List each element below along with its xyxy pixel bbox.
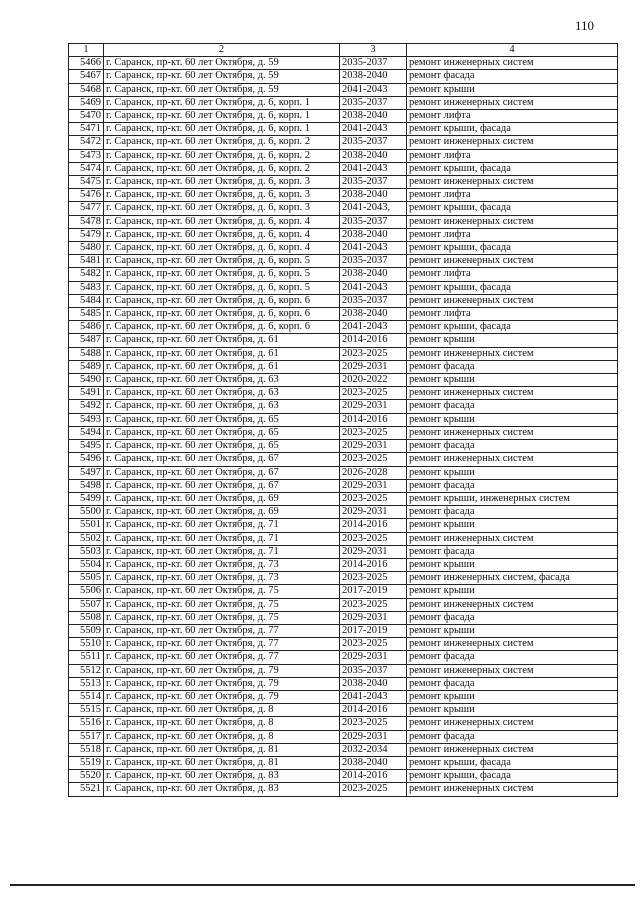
column-header-address: 2 — [104, 44, 340, 57]
address-cell: г. Саранск, пр-кт. 60 лет Октября, д. 81 — [104, 743, 340, 756]
row-number-cell: 5520 — [69, 770, 104, 783]
row-number-cell: 5515 — [69, 704, 104, 717]
table-row — [69, 532, 618, 545]
period-cell: 2041-2043 — [340, 321, 407, 334]
footer-divider — [10, 884, 635, 886]
period-cell: 2014-2016 — [340, 519, 407, 532]
work-type-cell: ремонт инженерных систем — [407, 598, 618, 611]
table-row — [69, 57, 618, 70]
table-row — [69, 770, 618, 783]
period-cell: 2023-2025 — [340, 453, 407, 466]
table-row — [69, 374, 618, 387]
address-cell: г. Саранск, пр-кт. 60 лет Октября, д. 83 — [104, 770, 340, 783]
table-row — [69, 545, 618, 558]
work-type-cell: ремонт инженерных систем — [407, 532, 618, 545]
row-number-cell: 5489 — [69, 360, 104, 373]
period-cell: 2038-2040 — [340, 149, 407, 162]
address-cell: г. Саранск, пр-кт. 60 лет Октября, д. 79 — [104, 677, 340, 690]
table-row — [69, 334, 618, 347]
row-number-cell: 5508 — [69, 611, 104, 624]
period-cell: 2017-2019 — [340, 585, 407, 598]
row-number-cell: 5480 — [69, 242, 104, 255]
period-cell: 2023-2025 — [340, 783, 407, 796]
address-cell: г. Саранск, пр-кт. 60 лет Октября, д. 67 — [104, 479, 340, 492]
address-cell: г. Саранск, пр-кт. 60 лет Октября, д. 6, корп. 1 — [104, 123, 340, 136]
period-cell: 2020-2022 — [340, 374, 407, 387]
table-row — [69, 321, 618, 334]
address-cell: г. Саранск, пр-кт. 60 лет Октября, д. 63 — [104, 400, 340, 413]
row-number-cell: 5494 — [69, 426, 104, 439]
row-number-cell: 5473 — [69, 149, 104, 162]
row-number-cell: 5475 — [69, 176, 104, 189]
table-body — [69, 57, 618, 796]
work-type-cell: ремонт инженерных систем — [407, 176, 618, 189]
row-number-cell: 5512 — [69, 664, 104, 677]
period-cell: 2035-2037 — [340, 255, 407, 268]
address-cell: г. Саранск, пр-кт. 60 лет Октября, д. 6, корп. 2 — [104, 136, 340, 149]
period-cell: 2023-2025 — [340, 492, 407, 505]
address-cell: г. Саранск, пр-кт. 60 лет Октября, д. 6, корп. 4 — [104, 215, 340, 228]
row-number-cell: 5482 — [69, 268, 104, 281]
period-cell: 2029-2031 — [340, 730, 407, 743]
period-cell: 2038-2040 — [340, 308, 407, 321]
address-cell: г. Саранск, пр-кт. 60 лет Октября, д. 67 — [104, 466, 340, 479]
work-type-cell: ремонт крыши — [407, 519, 618, 532]
period-cell: 2041-2043 — [340, 123, 407, 136]
table-row — [69, 717, 618, 730]
table-row — [69, 704, 618, 717]
address-cell: г. Саранск, пр-кт. 60 лет Октября, д. 65 — [104, 426, 340, 439]
period-cell: 2029-2031 — [340, 400, 407, 413]
table-row — [69, 268, 618, 281]
work-type-cell: ремонт инженерных систем — [407, 347, 618, 360]
row-number-cell: 5491 — [69, 387, 104, 400]
address-cell: г. Саранск, пр-кт. 60 лет Октября, д. 6, корп. 6 — [104, 294, 340, 307]
work-type-cell: ремонт инженерных систем — [407, 255, 618, 268]
period-cell: 2029-2031 — [340, 479, 407, 492]
row-number-cell: 5511 — [69, 651, 104, 664]
table-row — [69, 215, 618, 228]
table-row — [69, 440, 618, 453]
work-type-cell: ремонт крыши — [407, 704, 618, 717]
period-cell: 2023-2025 — [340, 598, 407, 611]
work-type-cell: ремонт лифта — [407, 308, 618, 321]
work-type-cell: ремонт крыши, фасада — [407, 756, 618, 769]
address-cell: г. Саранск, пр-кт. 60 лет Октября, д. 63 — [104, 374, 340, 387]
period-cell: 2041-2043 — [340, 242, 407, 255]
period-cell: 2041-2043, — [340, 202, 407, 215]
period-cell: 2023-2025 — [340, 638, 407, 651]
address-cell: г. Саранск, пр-кт. 60 лет Октября, д. 75 — [104, 585, 340, 598]
row-number-cell: 5504 — [69, 558, 104, 571]
work-type-cell: ремонт крыши — [407, 413, 618, 426]
work-type-cell: ремонт фасада — [407, 440, 618, 453]
address-cell: г. Саранск, пр-кт. 60 лет Октября, д. 77 — [104, 651, 340, 664]
table-row — [69, 611, 618, 624]
period-cell: 2038-2040 — [340, 268, 407, 281]
period-cell: 2014-2016 — [340, 413, 407, 426]
row-number-cell: 5469 — [69, 96, 104, 109]
period-cell: 2023-2025 — [340, 717, 407, 730]
period-cell: 2023-2025 — [340, 347, 407, 360]
period-cell: 2014-2016 — [340, 770, 407, 783]
row-number-cell: 5472 — [69, 136, 104, 149]
table-row — [69, 598, 618, 611]
table-row — [69, 492, 618, 505]
period-cell: 2029-2031 — [340, 360, 407, 373]
work-type-cell: ремонт фасада — [407, 611, 618, 624]
work-type-cell: ремонт инженерных систем — [407, 426, 618, 439]
row-number-cell: 5490 — [69, 374, 104, 387]
period-cell: 2029-2031 — [340, 611, 407, 624]
work-type-cell: ремонт лифта — [407, 149, 618, 162]
work-type-cell: ремонт фасада — [407, 400, 618, 413]
work-type-cell: ремонт крыши — [407, 690, 618, 703]
address-cell: г. Саранск, пр-кт. 60 лет Октября, д. 71 — [104, 519, 340, 532]
page-number: 110 — [575, 18, 595, 33]
row-number-cell: 5502 — [69, 532, 104, 545]
address-cell: г. Саранск, пр-кт. 60 лет Октября, д. 6, корп. 4 — [104, 228, 340, 241]
table-row — [69, 479, 618, 492]
address-cell: г. Саранск, пр-кт. 60 лет Октября, д. 6, корп. 5 — [104, 255, 340, 268]
period-cell: 2038-2040 — [340, 677, 407, 690]
row-number-cell: 5477 — [69, 202, 104, 215]
row-number-cell: 5506 — [69, 585, 104, 598]
work-type-cell: ремонт инженерных систем — [407, 638, 618, 651]
table-row — [69, 281, 618, 294]
row-number-cell: 5496 — [69, 453, 104, 466]
table-row — [69, 519, 618, 532]
work-type-cell: ремонт крыши — [407, 374, 618, 387]
row-number-cell: 5516 — [69, 717, 104, 730]
address-cell: г. Саранск, пр-кт. 60 лет Октября, д. 77 — [104, 638, 340, 651]
row-number-cell: 5471 — [69, 123, 104, 136]
row-number-cell: 5487 — [69, 334, 104, 347]
period-cell: 2017-2019 — [340, 624, 407, 637]
period-cell: 2038-2040 — [340, 228, 407, 241]
work-type-cell: ремонт крыши — [407, 558, 618, 571]
table-row — [69, 651, 618, 664]
table-row — [69, 690, 618, 703]
period-cell: 2038-2040 — [340, 189, 407, 202]
work-type-cell: ремонт крыши, инженерных систем — [407, 492, 618, 505]
address-cell: г. Саранск, пр-кт. 60 лет Октября, д. 6, корп. 5 — [104, 268, 340, 281]
address-cell: г. Саранск, пр-кт. 60 лет Октября, д. 61 — [104, 334, 340, 347]
table-row — [69, 347, 618, 360]
work-type-cell: ремонт крыши, фасада — [407, 321, 618, 334]
address-cell: г. Саранск, пр-кт. 60 лет Октября, д. 8 — [104, 704, 340, 717]
table-row — [69, 294, 618, 307]
table-row — [69, 453, 618, 466]
address-cell: г. Саранск, пр-кт. 60 лет Октября, д. 63 — [104, 387, 340, 400]
column-header-period: 3 — [340, 44, 407, 57]
column-header-number: 1 — [69, 44, 104, 57]
row-number-cell: 5492 — [69, 400, 104, 413]
row-number-cell: 5468 — [69, 83, 104, 96]
address-cell: г. Саранск, пр-кт. 60 лет Октября, д. 6, корп. 6 — [104, 308, 340, 321]
row-number-cell: 5505 — [69, 572, 104, 585]
work-type-cell: ремонт инженерных систем — [407, 453, 618, 466]
address-cell: г. Саранск, пр-кт. 60 лет Октября, д. 6, корп. 3 — [104, 189, 340, 202]
period-cell: 2035-2037 — [340, 664, 407, 677]
address-cell: г. Саранск, пр-кт. 60 лет Октября, д. 59 — [104, 70, 340, 83]
work-type-cell: ремонт инженерных систем — [407, 294, 618, 307]
period-cell: 2029-2031 — [340, 506, 407, 519]
work-type-cell: ремонт инженерных систем — [407, 664, 618, 677]
row-number-cell: 5483 — [69, 281, 104, 294]
work-type-cell: ремонт инженерных систем — [407, 387, 618, 400]
table-row — [69, 162, 618, 175]
period-cell: 2035-2037 — [340, 215, 407, 228]
row-number-cell: 5493 — [69, 413, 104, 426]
row-number-cell: 5499 — [69, 492, 104, 505]
table-row — [69, 664, 618, 677]
table-row — [69, 426, 618, 439]
table-row — [69, 677, 618, 690]
work-type-cell: ремонт инженерных систем — [407, 57, 618, 70]
address-cell: г. Саранск, пр-кт. 60 лет Октября, д. 79 — [104, 664, 340, 677]
row-number-cell: 5501 — [69, 519, 104, 532]
table-row — [69, 83, 618, 96]
address-cell: г. Саранск, пр-кт. 60 лет Октября, д. 8 — [104, 730, 340, 743]
address-cell: г. Саранск, пр-кт. 60 лет Октября, д. 59 — [104, 83, 340, 96]
work-type-cell: ремонт фасада — [407, 730, 618, 743]
period-cell: 2041-2043 — [340, 162, 407, 175]
table-row — [69, 400, 618, 413]
work-type-cell: ремонт лифта — [407, 268, 618, 281]
address-cell: г. Саранск, пр-кт. 60 лет Октября, д. 75 — [104, 598, 340, 611]
period-cell: 2041-2043 — [340, 83, 407, 96]
row-number-cell: 5484 — [69, 294, 104, 307]
period-cell: 2038-2040 — [340, 70, 407, 83]
address-cell: г. Саранск, пр-кт. 60 лет Октября, д. 65 — [104, 440, 340, 453]
row-number-cell: 5518 — [69, 743, 104, 756]
address-cell: г. Саранск, пр-кт. 60 лет Октября, д. 69 — [104, 492, 340, 505]
table-row — [69, 149, 618, 162]
row-number-cell: 5498 — [69, 479, 104, 492]
work-type-cell: ремонт фасада — [407, 360, 618, 373]
table-row — [69, 572, 618, 585]
address-cell: г. Саранск, пр-кт. 60 лет Октября, д. 71 — [104, 545, 340, 558]
row-number-cell: 5521 — [69, 783, 104, 796]
row-number-cell: 5466 — [69, 57, 104, 70]
period-cell: 2023-2025 — [340, 532, 407, 545]
row-number-cell: 5467 — [69, 70, 104, 83]
work-type-cell: ремонт лифта — [407, 189, 618, 202]
address-cell: г. Саранск, пр-кт. 60 лет Октября, д. 6, корп. 3 — [104, 202, 340, 215]
work-type-cell: ремонт инженерных систем — [407, 743, 618, 756]
work-type-cell: ремонт фасада — [407, 651, 618, 664]
table-row — [69, 123, 618, 136]
work-type-cell: ремонт крыши, фасада — [407, 162, 618, 175]
row-number-cell: 5476 — [69, 189, 104, 202]
address-cell: г. Саранск, пр-кт. 60 лет Октября, д. 6, корп. 5 — [104, 281, 340, 294]
table-row — [69, 360, 618, 373]
work-type-cell: ремонт фасада — [407, 70, 618, 83]
address-cell: г. Саранск, пр-кт. 60 лет Октября, д. 6, корп. 4 — [104, 242, 340, 255]
period-cell: 2035-2037 — [340, 96, 407, 109]
table-row — [69, 189, 618, 202]
address-cell: г. Саранск, пр-кт. 60 лет Октября, д. 6, корп. 2 — [104, 162, 340, 175]
work-type-cell: ремонт фасада — [407, 677, 618, 690]
work-type-cell: ремонт крыши, фасада — [407, 123, 618, 136]
work-type-cell: ремонт фасада — [407, 545, 618, 558]
address-cell: г. Саранск, пр-кт. 60 лет Октября, д. 6, корп. 6 — [104, 321, 340, 334]
period-cell: 2014-2016 — [340, 334, 407, 347]
work-type-cell: ремонт инженерных систем — [407, 717, 618, 730]
table-row — [69, 638, 618, 651]
row-number-cell: 5507 — [69, 598, 104, 611]
row-number-cell: 5514 — [69, 690, 104, 703]
table-row — [69, 624, 618, 637]
table-row — [69, 136, 618, 149]
row-number-cell: 5510 — [69, 638, 104, 651]
work-type-cell: ремонт фасада — [407, 506, 618, 519]
row-number-cell: 5474 — [69, 162, 104, 175]
row-number-cell: 5486 — [69, 321, 104, 334]
period-cell: 2035-2037 — [340, 57, 407, 70]
address-cell: г. Саранск, пр-кт. 60 лет Октября, д. 6, корп. 1 — [104, 96, 340, 109]
work-type-cell: ремонт крыши, фасада — [407, 770, 618, 783]
work-type-cell: ремонт фасада — [407, 479, 618, 492]
address-cell: г. Саранск, пр-кт. 60 лет Октября, д. 73 — [104, 572, 340, 585]
table-row — [69, 96, 618, 109]
table-row — [69, 413, 618, 426]
table-row — [69, 110, 618, 123]
table-row — [69, 783, 618, 796]
address-cell: г. Саранск, пр-кт. 60 лет Октября, д. 6, корп. 1 — [104, 110, 340, 123]
period-cell: 2014-2016 — [340, 558, 407, 571]
work-type-cell: ремонт лифта — [407, 228, 618, 241]
address-cell: г. Саранск, пр-кт. 60 лет Октября, д. 69 — [104, 506, 340, 519]
work-type-cell: ремонт крыши — [407, 466, 618, 479]
table-row — [69, 558, 618, 571]
row-number-cell: 5503 — [69, 545, 104, 558]
table-row — [69, 202, 618, 215]
address-cell: г. Саранск, пр-кт. 60 лет Октября, д. 6, корп. 3 — [104, 176, 340, 189]
address-cell: г. Саранск, пр-кт. 60 лет Октября, д. 79 — [104, 690, 340, 703]
row-number-cell: 5517 — [69, 730, 104, 743]
address-cell: г. Саранск, пр-кт. 60 лет Октября, д. 67 — [104, 453, 340, 466]
period-cell: 2035-2037 — [340, 136, 407, 149]
address-cell: г. Саранск, пр-кт. 60 лет Октября, д. 83 — [104, 783, 340, 796]
period-cell: 2023-2025 — [340, 426, 407, 439]
row-number-cell: 5478 — [69, 215, 104, 228]
table-row — [69, 228, 618, 241]
table-row — [69, 387, 618, 400]
address-cell: г. Саранск, пр-кт. 60 лет Октября, д. 71 — [104, 532, 340, 545]
work-type-cell: ремонт инженерных систем — [407, 96, 618, 109]
address-cell: г. Саранск, пр-кт. 60 лет Октября, д. 75 — [104, 611, 340, 624]
row-number-cell: 5479 — [69, 228, 104, 241]
row-number-cell: 5509 — [69, 624, 104, 637]
work-type-cell: ремонт крыши — [407, 624, 618, 637]
work-type-cell: ремонт инженерных систем — [407, 136, 618, 149]
work-type-cell: ремонт крыши, фасада — [407, 242, 618, 255]
work-type-cell: ремонт крыши — [407, 585, 618, 598]
work-type-cell: ремонт крыши, фасада — [407, 202, 618, 215]
address-cell: г. Саранск, пр-кт. 60 лет Октября, д. 61 — [104, 347, 340, 360]
table-row — [69, 176, 618, 189]
address-cell: г. Саранск, пр-кт. 60 лет Октября, д. 8 — [104, 717, 340, 730]
table-row — [69, 255, 618, 268]
row-number-cell: 5488 — [69, 347, 104, 360]
work-type-cell: ремонт инженерных систем — [407, 783, 618, 796]
address-cell: г. Саранск, пр-кт. 60 лет Октября, д. 81 — [104, 756, 340, 769]
table-row — [69, 308, 618, 321]
column-header-work-type: 4 — [407, 44, 618, 57]
row-number-cell: 5519 — [69, 756, 104, 769]
work-type-cell: ремонт инженерных систем, фасада — [407, 572, 618, 585]
work-type-cell: ремонт крыши, фасада — [407, 281, 618, 294]
work-type-cell: ремонт крыши — [407, 83, 618, 96]
period-cell: 2038-2040 — [340, 110, 407, 123]
period-cell: 2035-2037 — [340, 294, 407, 307]
row-number-cell: 5500 — [69, 506, 104, 519]
row-number-cell: 5495 — [69, 440, 104, 453]
period-cell: 2038-2040 — [340, 756, 407, 769]
table-row — [69, 756, 618, 769]
work-type-cell: ремонт инженерных систем — [407, 215, 618, 228]
table-row — [69, 506, 618, 519]
row-number-cell: 5470 — [69, 110, 104, 123]
address-cell: г. Саранск, пр-кт. 60 лет Октября, д. 73 — [104, 558, 340, 571]
address-cell: г. Саранск, пр-кт. 60 лет Октября, д. 59 — [104, 57, 340, 70]
address-cell: г. Саранск, пр-кт. 60 лет Октября, д. 61 — [104, 360, 340, 373]
table-row — [69, 585, 618, 598]
period-cell: 2023-2025 — [340, 387, 407, 400]
period-cell: 2041-2043 — [340, 281, 407, 294]
work-type-cell: ремонт крыши — [407, 334, 618, 347]
table-row — [69, 730, 618, 743]
period-cell: 2023-2025 — [340, 572, 407, 585]
table-header-row — [69, 44, 618, 57]
capital-repair-table — [68, 43, 618, 797]
address-cell: г. Саранск, пр-кт. 60 лет Октября, д. 77 — [104, 624, 340, 637]
table-row — [69, 466, 618, 479]
period-cell: 2026-2028 — [340, 466, 407, 479]
address-cell: г. Саранск, пр-кт. 60 лет Октября, д. 6, корп. 2 — [104, 149, 340, 162]
work-type-cell: ремонт лифта — [407, 110, 618, 123]
table-row — [69, 242, 618, 255]
period-cell: 2029-2031 — [340, 651, 407, 664]
period-cell: 2032-2034 — [340, 743, 407, 756]
period-cell: 2041-2043 — [340, 690, 407, 703]
period-cell: 2014-2016 — [340, 704, 407, 717]
period-cell: 2035-2037 — [340, 176, 407, 189]
row-number-cell: 5497 — [69, 466, 104, 479]
table-row — [69, 70, 618, 83]
table-row — [69, 743, 618, 756]
address-cell: г. Саранск, пр-кт. 60 лет Октября, д. 65 — [104, 413, 340, 426]
row-number-cell: 5481 — [69, 255, 104, 268]
row-number-cell: 5513 — [69, 677, 104, 690]
row-number-cell: 5485 — [69, 308, 104, 321]
period-cell: 2029-2031 — [340, 545, 407, 558]
period-cell: 2029-2031 — [340, 440, 407, 453]
